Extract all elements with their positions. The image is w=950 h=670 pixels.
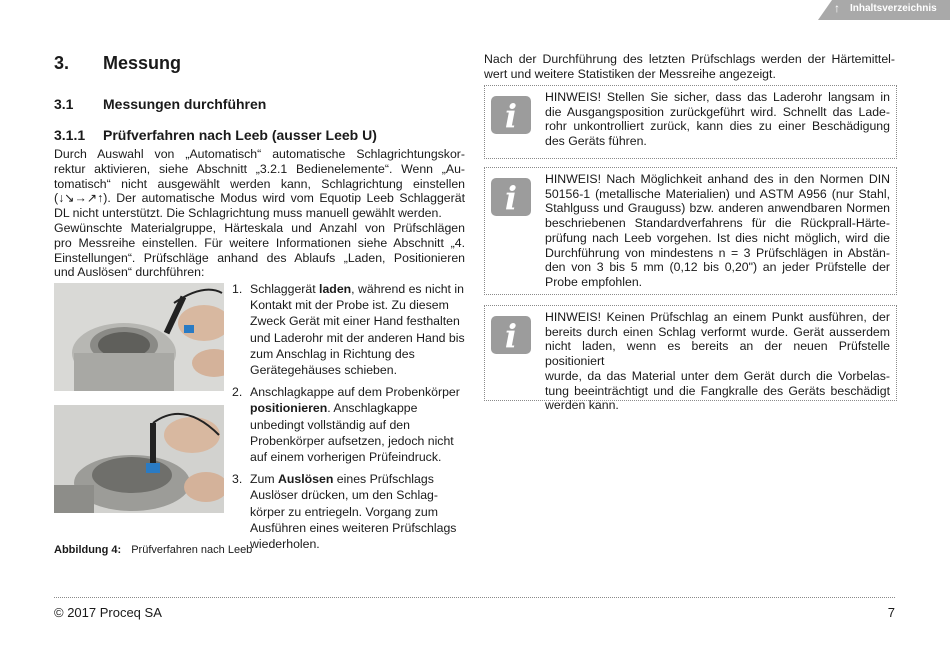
- note-line: HINWEIS! Nach Möglichkeit anhand des in den Normen DIN: [545, 172, 890, 186]
- note-line: werden kann.: [545, 398, 619, 413]
- intro-line: tomatisch“ nicht ausgewählt werden kann, Schlagrichtung einstellen: [54, 176, 465, 191]
- info-icon: [491, 178, 531, 216]
- photo-loading-device: [54, 283, 224, 391]
- figure-caption: [54, 544, 252, 556]
- step-item: [232, 471, 466, 552]
- step-keyword: Auslösen: [278, 472, 334, 487]
- subsubsection-number: 3.1.1: [54, 127, 86, 143]
- step-keyword: positionieren: [250, 401, 328, 416]
- intro-paragraph: [54, 147, 465, 280]
- note-line: wurde, da das Material unter dem Gerät durch die Vorbelas-: [545, 368, 890, 383]
- right-intro-line: Nach der Durchführung des letzten Prüfschlags werden der Härtemittel-: [484, 52, 895, 66]
- right-intro-paragraph: [484, 52, 895, 82]
- step-item: [232, 384, 466, 465]
- info-icon: [491, 96, 531, 134]
- step-text: eines Prüfschlags Auslöser drücken, um den Schlagkörper zu entriegeln. Vorgang zum Ausführen eines weiteren Prüfschlags wiederholen.: [250, 472, 457, 552]
- intro-line: Einstellungen“. Prüfschläge anhand des Ablaufs „Laden, Positionieren: [54, 250, 465, 265]
- photo-illustration: [54, 283, 224, 391]
- step-text: Anschlagkappe auf dem Probenkörper: [250, 385, 460, 400]
- svg-text:i: i: [504, 317, 518, 354]
- intro-line: (↓↘→↗↑). Der automatische Modus wird vom Equotip Leeb Schlaggerät: [54, 191, 465, 206]
- right-intro-line: wert und weitere Statistiken der Messreihe angezeigt.: [484, 66, 776, 81]
- svg-text:i: i: [504, 179, 518, 216]
- step-number: 2.: [232, 385, 243, 400]
- subsection-number: 3.1: [54, 96, 74, 112]
- intro-line: DL nicht unterstützt. Die Schlagrichtung muss manuell gewählt werden.: [54, 206, 442, 221]
- footer-copyright: © 2017 Proceq SA: [54, 605, 162, 620]
- section-number: 3.: [54, 53, 70, 73]
- step-text: , während es nicht in Kontakt mit der Probe ist. Zu diesem Zweck Gerät mit einer Hand festhalten und Laderohr mit der anderen Hand bis zum Anschlag in Richtung des Gerätegehäuses schieben.: [250, 282, 465, 378]
- step-number: 1.: [232, 282, 243, 296]
- note-line: HINWEIS! Stellen Sie sicher, dass das Laderohr langsam in: [545, 90, 890, 104]
- intro-line: und Auslösen“ durchführen:: [54, 265, 205, 280]
- note-line: tung beeinträchtigt und die Fangkralle des Geräts beschädigt: [545, 383, 890, 398]
- toc-link-tab[interactable]: [818, 0, 950, 20]
- note-line: bereits durch einen Schlag verformt wurde. Gerät ausserdem: [545, 324, 890, 339]
- info-icon: [491, 316, 531, 354]
- note-box: [484, 167, 897, 295]
- note-line: rohr unkontrolliert zurück, kann dies zu einer Beschädigung: [545, 119, 890, 134]
- svg-text:i: i: [504, 97, 518, 134]
- note-box: [484, 85, 897, 159]
- photo-illustration: [54, 405, 224, 513]
- arrow-up-icon: ↑: [834, 1, 840, 15]
- note-line: HINWEIS! Keinen Prüfschlag an einem Punkt ausführen, der: [545, 310, 890, 324]
- subsubsection-title: Prüfverfahren nach Leeb (ausser Leeb U): [103, 127, 377, 143]
- note-text: [545, 172, 890, 290]
- intro-line: Durch Auswahl von „Automatisch“ automatische Schlagrichtungskor-: [54, 147, 465, 161]
- intro-line: Gewünschte Materialgruppe, Härteskala und Anzahl von Prüfschlägen: [54, 220, 465, 235]
- step-text: . Anschlagkappe unbedingt vollständig auf den Probenkörper aufsetzen, jedoch nicht auf einem vorherigen Prüfeindruck.: [250, 401, 454, 465]
- caption-label: Abbildung 4:: [54, 544, 122, 556]
- step-keyword: laden: [319, 282, 352, 296]
- step-number: 3.: [232, 472, 243, 487]
- note-line: den von 3 bis 5 mm (0,12 bis 0,20") an jeder Prüfstelle der: [545, 260, 890, 275]
- page-number: 7: [887, 605, 895, 620]
- subsection-title: Messungen durchführen: [103, 96, 267, 112]
- intro-line: pro Messreihe einstellen. Für weitere Informationen siehe Abschnitt „4.: [54, 235, 465, 250]
- note-line: 50156-1 (metallische Materialien) und ASTM A956 (nur Stahl,: [545, 186, 890, 201]
- note-line: Durchführung von mindestens n = 3 Prüfschlägen in Abstän-: [545, 245, 890, 260]
- step-text: Schlaggerät: [250, 282, 320, 296]
- note-line: des Geräts führen.: [545, 134, 647, 149]
- note-line: nicht laden, wenn es bereits an der neuen Prüfstelle positioniert: [545, 339, 890, 369]
- note-text: [545, 310, 890, 413]
- section-title: Messung: [103, 53, 182, 73]
- note-line: Probe empfohlen.: [545, 274, 643, 289]
- procedure-steps: [232, 281, 466, 558]
- note-line: Stahlguss und Grauguss) bzw. anderen anwendbaren Normen: [545, 201, 890, 216]
- photo-positioning-device: [54, 405, 224, 513]
- note-line: die Ausgangsposition zurückgeführt wird. Schnellt das Lade-: [545, 104, 890, 119]
- intro-line: rektur aktivieren, siehe Abschnitt „3.2.1 Bedienelemente“. Wenn „Au-: [54, 161, 465, 176]
- caption-text: Prüfverfahren nach Leeb: [131, 544, 253, 556]
- note-text: [545, 90, 890, 149]
- toc-link-label: Inhaltsverzeichnis: [850, 3, 937, 14]
- note-line: beschriebenen Standardverfahrens für die Rückprall-Härte-: [545, 216, 890, 231]
- note-line: prüfung nach Leeb vorgehen. Ist dies nicht möglich, wird die: [545, 230, 890, 245]
- step-item: [232, 281, 466, 378]
- step-text: Zum: [250, 472, 279, 487]
- note-box: [484, 305, 897, 413]
- footer-divider: [54, 597, 895, 598]
